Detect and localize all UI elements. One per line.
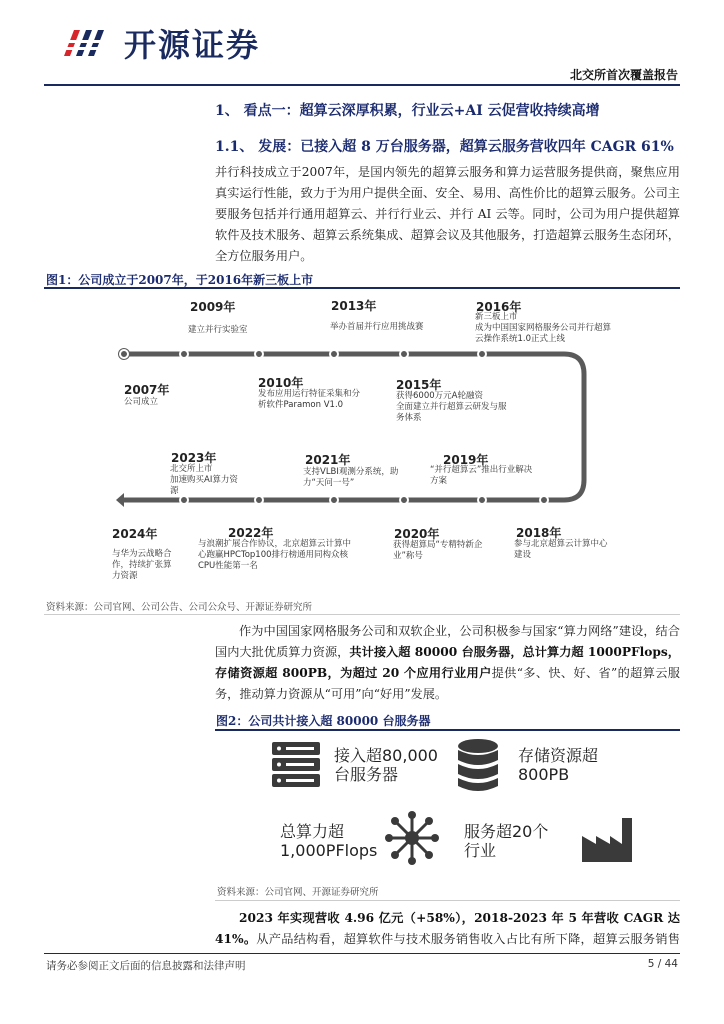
timeline-year: 2015年 (396, 378, 442, 392)
stat-line: 接入超80,000 (334, 746, 438, 765)
timeline-desc: 北交所上市 加速购买AI算力资源 (170, 464, 238, 496)
server-icon (270, 740, 322, 790)
stat-compute (280, 822, 377, 860)
figure2-bottom-rule (215, 900, 680, 901)
stat-line: 存储资源超 (518, 746, 599, 765)
page-number: 5 / 44 (647, 958, 678, 970)
timeline-year: 2024年 (112, 527, 158, 541)
intro-paragraph: 并行科技成立于2007年，是国内领先的超算云服务和算力运营服务提供商，聚焦应用真实运行性能，致力于为用户提供全面、安全、易用、高性价比的超算云服务。公司主要服务包括并行通用超算云、并行行业云、并行 AI 云等。同时，公司为用户提供超算软件及技术服务、超算云系统集成、超算会议及其他服务，打造超算云服务生态闭环，全方位服务用户。 (215, 165, 680, 263)
stat-line: 台服务器 (334, 765, 399, 784)
footer-divider (44, 953, 680, 954)
timeline-year: 2009年 (190, 300, 236, 314)
capacity-paragraph (215, 621, 680, 705)
figure2-source: 资料来源：公司官网、开源证券研究所 (217, 887, 379, 898)
timeline-year: 2016年 (476, 300, 522, 314)
timeline-desc: 支持VLBI观测分系统，助力“天问一号” (303, 467, 399, 488)
timeline-year: 2023年 (171, 451, 217, 465)
timeline-year: 2021年 (305, 453, 351, 467)
stat-industries (464, 822, 548, 860)
stat-storage (518, 746, 598, 784)
revenue-text: 从产品结构看，超算软件与技术服务销售收入占比有所下降，超算云服务销售 (256, 932, 680, 946)
timeline-year: 2019年 (443, 453, 489, 467)
capacity-text-a: 作为中国国家网格服务公司和双软企业，公司积极参与国家“算力网络”建设，结合国内大批优质算力资源， (215, 624, 680, 659)
database-icon (456, 738, 500, 794)
revenue-paragraph (215, 908, 680, 950)
stat-line: 总算力超 (280, 822, 345, 841)
stat-line: 服务超20个 (464, 822, 549, 841)
capacity-text-b: 提供“多、快、好、省”的超算云服务，推动算力资源从“可用”向“好用”发展。 (215, 666, 680, 701)
subsection-heading: 1.1、 发展：已接入超 8 万台服务器，超算云服务营收四年 CAGR 61% (215, 139, 674, 155)
timeline-desc: “并行超算云”推出行业解决方案 (430, 465, 533, 486)
brand-logo-icon (60, 20, 116, 64)
timeline-year: 2018年 (516, 526, 562, 540)
timeline-desc: 举办首届并行应用挑战赛 (330, 322, 424, 332)
capacity-text-bold: 共计接入超 80000 台服务器，总计算力超 1000PFlops，存储资源超 800PB，为超过 20 个应用行业用户 (215, 645, 680, 680)
figure2-title: 图2：公司共计接入超 80000 台服务器 (216, 714, 431, 728)
figure1-title: 图1：公司成立于2007年，于2016年新三板上市 (46, 273, 314, 287)
report-type: 北交所首次覆盖报告 (569, 68, 678, 82)
revenue-bold: 2023 年实现营收 4.96 亿元（+58%），2018-2023 年 5 年营收 CAGR 达 41%。 (215, 911, 680, 946)
figure1-source: 资料来源：公司官网、公司公告、公司公众号、开源证券研究所 (46, 602, 313, 613)
header-divider (44, 84, 680, 86)
timeline-desc: 建立并行实验室 (188, 325, 248, 335)
stat-line: 800PB (518, 765, 570, 784)
timeline-desc: 与浪潮扩展合作协议，北京超算云计算中心跑赢HPCTop100排行榜通用同构众核CPU性能第一名 (198, 539, 352, 571)
timeline-desc: 新三板上市 成为中国国家网格服务公司并行超算云操作系统1.0正式上线 (475, 312, 612, 344)
stat-servers (334, 746, 438, 784)
brand-name: 开源证券 (124, 26, 261, 64)
footer-disclaimer: 请务必参阅正文后面的信息披露和法律声明 (46, 960, 246, 972)
timeline-year: 2010年 (258, 376, 304, 390)
timeline-year: 2007年 (124, 383, 170, 397)
timeline-desc: 获得6000万元A轮融资 全面建立并行超算云研发与服务体系 (396, 391, 507, 423)
timeline-year: 2022年 (228, 526, 274, 540)
figure1-bottom-rule (44, 614, 680, 615)
timeline-desc: 参与北京超算云计算中心建设 (514, 539, 608, 560)
timeline-desc: 获得超算局“专精特新企业”称号 (393, 540, 483, 561)
timeline-desc: 与华为云战略合作，持续扩张算力资源 (112, 549, 172, 581)
factory-icon (580, 816, 636, 864)
network-icon (384, 810, 440, 866)
timeline-year: 2013年 (331, 299, 377, 313)
stat-line: 1,000PFlops (280, 841, 378, 860)
section-heading: 1、 看点一：超算云深厚积累，行业云+AI 云促营收持续高增 (215, 103, 600, 119)
figure2-title-rule (215, 729, 680, 731)
figure1-title-rule (44, 287, 680, 289)
stat-line: 行业 (464, 841, 497, 860)
timeline-desc: 发布应用运行特征采集和分析软件Paramon V1.0 (258, 389, 361, 410)
timeline-desc: 公司成立 (124, 397, 159, 407)
timeline-year: 2020年 (394, 527, 440, 541)
